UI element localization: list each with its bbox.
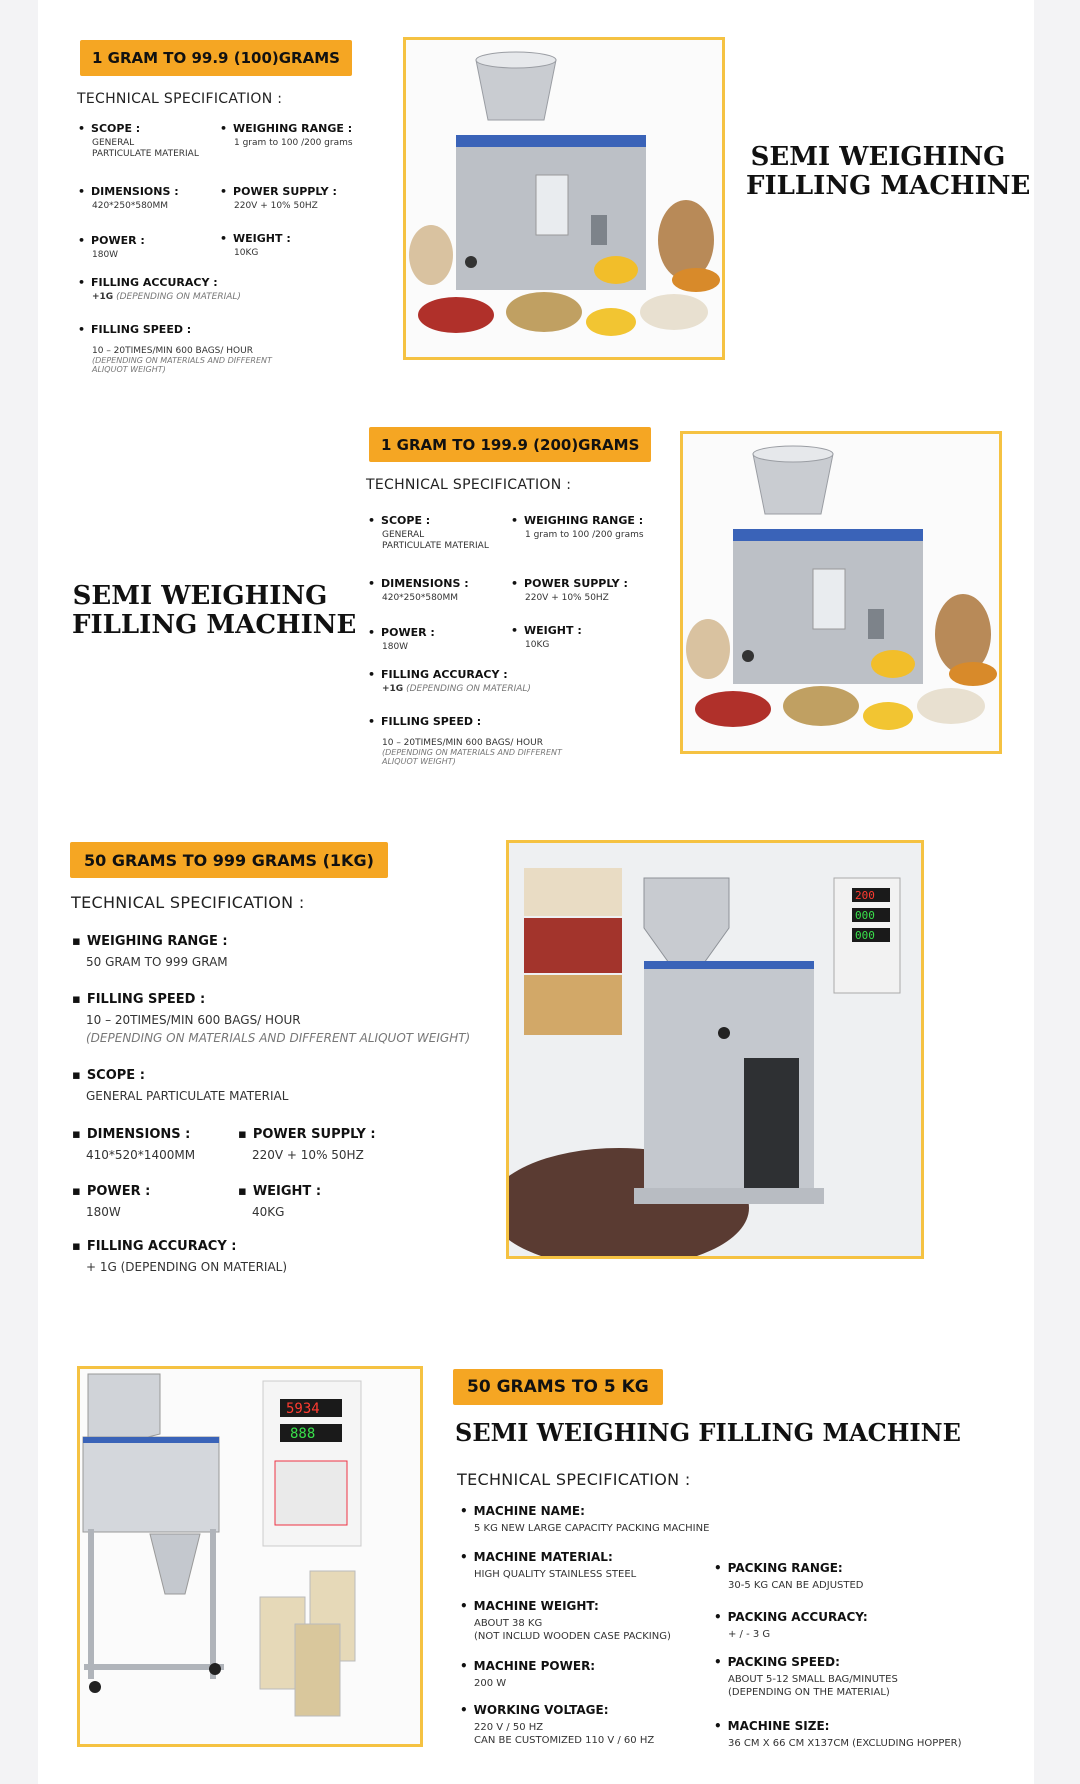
- spec-power-supply-2: • POWER SUPPLY : 220V + 10% 50HZ: [511, 577, 628, 603]
- tech-spec-title-2: TECHNICAL SPECIFICATION :: [366, 477, 572, 493]
- spec-filling-accuracy-1: • FILLING ACCURACY : +1G (DEPENDING ON MATERIAL): [78, 276, 241, 302]
- spec-power-1: • POWER : 180W: [78, 234, 145, 260]
- spec-machine-weight-4: • MACHINE WEIGHT: ABOUT 38 KG (NOT INCLUD WOODEN CASE PACKING): [460, 1599, 671, 1642]
- product-image-3: [506, 840, 924, 1259]
- svg-text:000: 000: [855, 929, 875, 942]
- spec-weighing-range-2: • WEIGHING RANGE : 1 gram to 100 /200 grams: [511, 514, 644, 540]
- control-panel-icon: [834, 878, 900, 993]
- product-title-1: SEMI WEIGHING FILLING MACHINE: [746, 142, 1031, 202]
- spec-weight-2: • WEIGHT : 10KG: [511, 624, 582, 650]
- tech-spec-title-4: TECHNICAL SPECIFICATION :: [457, 1470, 691, 1489]
- spec-machine-name-4: • MACHINE NAME: 5 KG NEW LARGE CAPACITY PACKING MACHINE: [460, 1504, 709, 1534]
- product-image-2: [680, 431, 1002, 754]
- svg-text:888: 888: [290, 1426, 316, 1442]
- spec-scope-1: • SCOPE : GENERAL PARTICULATE MATERIAL: [78, 122, 199, 159]
- spec-weight-3: ▪ WEIGHT : 40KG: [238, 1184, 321, 1219]
- control-panel-icon: [263, 1381, 361, 1546]
- svg-text:000: 000: [855, 909, 875, 922]
- spec-packing-speed-4: • PACKING SPEED: ABOUT 5-12 SMALL BAG/MINUTES (DEPENDING ON THE MATERIAL): [714, 1655, 898, 1698]
- spec-power-supply-3: ▪ POWER SUPPLY : 220V + 10% 50HZ: [238, 1127, 376, 1162]
- product-title-4: SEMI WEIGHING FILLING MACHINE: [455, 1418, 961, 1447]
- range-badge-3: 50 GRAMS TO 999 GRAMS (1KG): [70, 842, 388, 878]
- spec-power-supply-1: • POWER SUPPLY : 220V + 10% 50HZ: [220, 185, 337, 211]
- spec-machine-power-4: • MACHINE POWER: 200 W: [460, 1659, 595, 1689]
- spec-packing-accuracy-4: • PACKING ACCURACY: + / - 3 G: [714, 1610, 868, 1640]
- spec-weight-1: • WEIGHT : 10KG: [220, 232, 291, 258]
- svg-text:200: 200: [855, 889, 875, 902]
- spec-weighing-range-1: • WEIGHING RANGE : 1 gram to 100 /200 grams: [220, 122, 353, 148]
- product-title-2: SEMI WEIGHING FILLING MACHINE: [72, 581, 357, 641]
- spec-packing-range-4: • PACKING RANGE: 30-5 KG CAN BE ADJUSTED: [714, 1561, 863, 1591]
- spec-filling-speed-2: • FILLING SPEED : 10 – 20TIMES/MIN 600 BAGS/ HOUR (DEPENDING ON MATERIALS AND DIFFERENT ALIQUOT WEIGHT): [368, 715, 562, 766]
- tech-spec-title-3: TECHNICAL SPECIFICATION :: [71, 893, 305, 912]
- spec-power-2: • POWER : 180W: [368, 626, 435, 652]
- spec-dimensions-3: ▪ DIMENSIONS : 410*520*1400MM: [72, 1127, 195, 1162]
- spec-filling-accuracy-2: • FILLING ACCURACY : +1G (DEPENDING ON MATERIAL): [368, 668, 531, 694]
- spec-working-voltage-4: • WORKING VOLTAGE: 220 V / 50 HZ CAN BE CUSTOMIZED 110 V / 60 HZ: [460, 1703, 654, 1746]
- range-badge-4: 50 GRAMS TO 5 KG: [453, 1369, 663, 1405]
- range-badge-1: 1 GRAM TO 99.9 (100)GRAMS: [80, 40, 352, 76]
- spec-machine-size-4: • MACHINE SIZE: 36 CM X 66 CM X137CM (EXCLUDING HOPPER): [714, 1719, 962, 1749]
- svg-text:5934: 5934: [286, 1401, 320, 1417]
- product-catalog-page: [38, 0, 1034, 1784]
- spec-filling-speed-3: ▪ FILLING SPEED : 10 – 20TIMES/MIN 600 BAGS/ HOUR (DEPENDING ON MATERIALS AND DIFFERENT ALIQUOT WEIGHT): [72, 992, 470, 1045]
- spec-filling-speed-1: • FILLING SPEED : 10 – 20TIMES/MIN 600 BAGS/ HOUR (DEPENDING ON MATERIALS AND DIFFERENT ALIQUOT WEIGHT): [78, 323, 272, 374]
- spec-filling-accuracy-3: ▪ FILLING ACCURACY : + 1G (DEPENDING ON MATERIAL): [72, 1239, 287, 1274]
- range-badge-2: 1 GRAM TO 199.9 (200)GRAMS: [369, 427, 651, 462]
- spec-machine-material-4: • MACHINE MATERIAL: HIGH QUALITY STAINLESS STEEL: [460, 1550, 636, 1580]
- spec-dimensions-2: • DIMENSIONS : 420*250*580MM: [368, 577, 469, 603]
- tech-spec-title-1: TECHNICAL SPECIFICATION :: [77, 91, 283, 107]
- product-image-1: [403, 37, 725, 360]
- product-image-4: [77, 1366, 423, 1747]
- spec-scope-2: • SCOPE : GENERAL PARTICULATE MATERIAL: [368, 514, 489, 551]
- spec-scope-3: ▪ SCOPE : GENERAL PARTICULATE MATERIAL: [72, 1068, 288, 1103]
- spec-power-3: ▪ POWER : 180W: [72, 1184, 150, 1219]
- spec-dimensions-1: • DIMENSIONS : 420*250*580MM: [78, 185, 179, 211]
- spec-weighing-range-3: ▪ WEIGHING RANGE : 50 GRAM TO 999 GRAM: [72, 934, 228, 969]
